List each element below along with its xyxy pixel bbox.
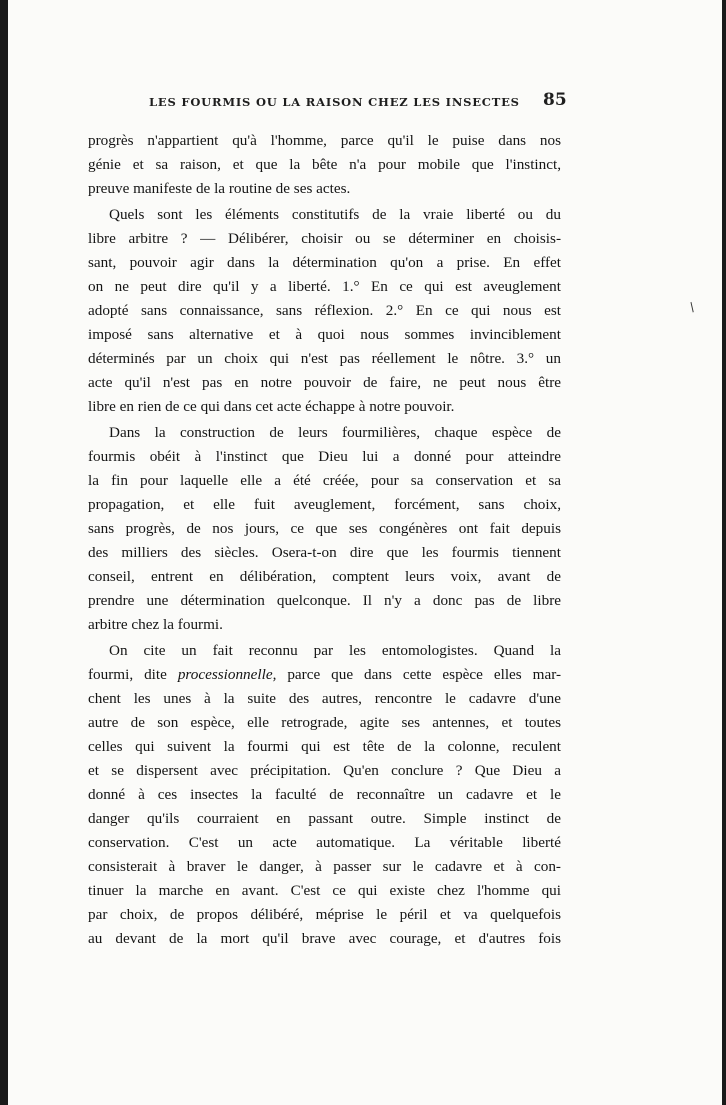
text-line: conseil, entrent en délibération, comptent leurs voix, avant de xyxy=(88,568,561,585)
text-line: déterminés par un choix qui n'est pas réellement le nôtre. 3.° un xyxy=(88,350,561,367)
text-line: prendre une détermination quelconque. Il n'y a donc pas de libre xyxy=(88,592,561,609)
margin-pencil-mark: / xyxy=(686,299,698,315)
text-line: consisterait à braver le danger, à passer sur le cadavre et à con- xyxy=(88,858,561,875)
text-line: celles qui suivent la fourmi qui est tête de la colonne, reculent xyxy=(88,738,561,755)
text-fragment: fourmi, dite xyxy=(88,666,178,683)
text-line: des milliers des siècles. Osera-t-on dire que les fourmis tiennent xyxy=(88,544,561,561)
text-line: fourmis obéit à l'instinct que Dieu lui a donné pour atteindre xyxy=(88,448,561,465)
text-line: Quels sont les éléments constitutifs de la vraie liberté ou du xyxy=(109,206,561,223)
text-line: libre arbitre ? — Délibérer, choisir ou se déterminer en choisis- xyxy=(88,230,561,247)
text-line: tinuer la marche en avant. C'est ce qui existe chez l'homme qui xyxy=(88,882,561,899)
paragraph xyxy=(88,639,561,951)
paragraph xyxy=(88,203,561,419)
text-line: preuve manifeste de la routine de ses actes. xyxy=(88,180,351,197)
text-line: On cite un fait reconnu par les entomologistes. Quand la xyxy=(109,642,561,659)
text-line-with-italic xyxy=(88,663,561,687)
text-line: imposé sans alternative et à quoi nous sommes invinciblement xyxy=(88,326,561,343)
text-line: acte qu'il n'est pas en notre pouvoir de faire, ne peut nous être xyxy=(88,374,561,391)
text-line: autre de son espèce, elle retrograde, agite ses antennes, et toutes xyxy=(88,714,561,731)
italic-term: processionnelle, xyxy=(177,666,277,683)
text-line: libre en rien de ce qui dans cet acte échappe à notre pouvoir. xyxy=(88,398,455,415)
text-line: la fin pour laquelle elle a été créée, pour sa conservation et sa xyxy=(88,472,561,489)
text-line: on ne peut dire qu'il y a liberté. 1.° En ce qui est aveuglement xyxy=(88,278,561,295)
text-line: danger qu'ils courraient en passant outre. Simple instinct de xyxy=(88,810,561,827)
text-line: chent les unes à la suite des autres, rencontre le cadavre d'une xyxy=(88,690,561,707)
text-fragment: parce que dans cette espèce elles mar- xyxy=(276,666,562,683)
page-number: 85 xyxy=(543,90,567,110)
text-line: et se dispersent avec précipitation. Qu'en conclure ? Que Dieu a xyxy=(88,762,561,779)
text-line: sant, pouvoir agir dans la détermination qu'on a prise. En effet xyxy=(88,254,561,271)
paragraph xyxy=(88,421,561,637)
text-line: adopté sans connaissance, sans réflexion. 2.° En ce qui nous est xyxy=(88,302,561,319)
page-header xyxy=(8,90,722,113)
text-line: par choix, de propos délibéré, méprise le péril et va quelquefois xyxy=(88,906,561,923)
text-line: conservation. C'est un acte automatique. La véritable liberté xyxy=(88,834,561,851)
text-line: Dans la construction de leurs fourmilières, chaque espèce de xyxy=(109,424,561,441)
text-line: au devant de la mort qu'il brave avec courage, et d'autres fois xyxy=(88,930,561,947)
text-line: propagation, et elle fuit aveuglement, forcément, sans choix, xyxy=(88,496,561,513)
running-title: LES FOURMIS OU LA RAISON CHEZ LES INSECTES xyxy=(149,95,520,109)
body-text xyxy=(88,129,561,951)
text-line: arbitre chez la fourmi. xyxy=(88,616,223,633)
text-line: progrès n'appartient qu'à l'homme, parce qu'il le puise dans nos xyxy=(88,132,561,149)
paragraph xyxy=(88,129,561,201)
book-page xyxy=(8,0,722,1105)
text-line: sans progrès, de nos jours, ce que ses congénères ont fait depuis xyxy=(88,520,561,537)
text-line: génie et sa raison, et que la bête n'a pour mobile que l'instinct, xyxy=(88,156,561,173)
text-line: donné à ces insectes la faculté de reconnaître un cadavre et le xyxy=(88,786,561,803)
